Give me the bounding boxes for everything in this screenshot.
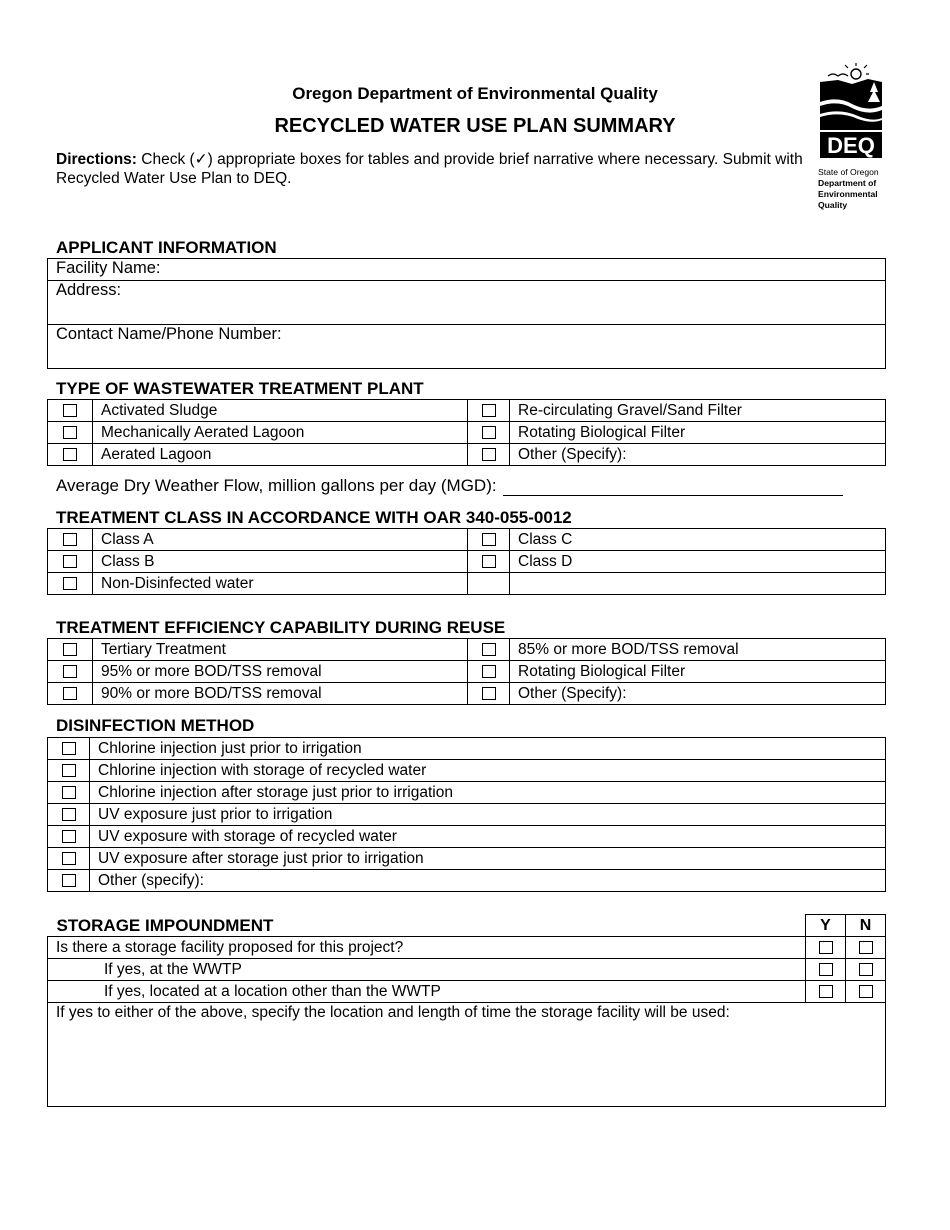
checkbox[interactable] (63, 577, 77, 590)
table-row (48, 870, 886, 892)
directions-label: Directions: (56, 151, 137, 168)
checkbox[interactable] (63, 533, 77, 546)
option-label: Tertiary Treatment (93, 639, 468, 661)
option-label: Mechanically Aerated Lagoon (93, 422, 468, 444)
flow-input[interactable] (503, 477, 843, 496)
option-label: Chlorine injection with storage of recycled water (90, 760, 886, 782)
checkbox[interactable] (482, 448, 496, 461)
option-label: Rotating Biological Filter (510, 422, 886, 444)
plant-heading: TYPE OF WASTEWATER TREATMENT PLANT (56, 379, 424, 398)
table-row (48, 738, 886, 760)
logo-line3: Quality (818, 200, 848, 210)
logo-state: State of Oregon (818, 167, 879, 177)
logo-line1: Department of (818, 178, 877, 188)
plant-table (47, 399, 886, 466)
table-row (48, 661, 886, 683)
treatment-class-table (47, 528, 886, 595)
table-row (48, 804, 886, 826)
option-label: UV exposure with storage of recycled water (90, 826, 886, 848)
table-row (48, 639, 886, 661)
option-label: Class B (93, 551, 468, 573)
directions (56, 150, 816, 188)
option-label: Activated Sludge (93, 400, 468, 422)
table-row (48, 551, 886, 573)
table-row (48, 959, 886, 981)
empty-cell (468, 573, 510, 595)
checkbox[interactable] (482, 404, 496, 417)
facility-name-field[interactable]: Facility Name: (48, 259, 886, 281)
checkbox[interactable] (63, 404, 77, 417)
storage-question: If yes, located at a location other than the WWTP (48, 981, 806, 1003)
table-row (48, 937, 886, 959)
yes-checkbox[interactable] (819, 941, 833, 954)
disinfection-table (47, 737, 886, 892)
checkbox[interactable] (62, 830, 76, 843)
table-row (48, 782, 886, 804)
table-row (48, 422, 886, 444)
disinfection-heading: DISINFECTION METHOD (56, 716, 255, 735)
logo-words (818, 167, 890, 211)
checkbox[interactable] (62, 742, 76, 755)
treatment-class-heading: TREATMENT CLASS IN ACCORDANCE WITH OAR 340-055-0012 (56, 508, 572, 527)
no-checkbox[interactable] (859, 985, 873, 998)
address-field[interactable]: Address: (48, 281, 886, 325)
storage-question: Is there a storage facility proposed for this project? (48, 937, 806, 959)
deq-landscape-icon (818, 62, 884, 160)
applicant-table (47, 258, 886, 369)
table-row (48, 848, 886, 870)
storage-table (47, 914, 886, 1107)
table-row (48, 444, 886, 466)
option-label: Rotating Biological Filter (510, 661, 886, 683)
checkbox[interactable] (482, 555, 496, 568)
checkbox[interactable] (63, 665, 77, 678)
checkbox[interactable] (63, 426, 77, 439)
option-label: Non-Disinfected water (93, 573, 468, 595)
checkbox[interactable] (482, 533, 496, 546)
table-row (48, 981, 886, 1003)
logo-line2: Environmental (818, 189, 878, 199)
checkbox[interactable] (62, 786, 76, 799)
no-column-header: N (846, 915, 886, 937)
option-label: Class D (510, 551, 886, 573)
flow-label: Average Dry Weather Flow, million gallons per day (MGD): (56, 476, 497, 495)
option-label: Other (Specify): (510, 683, 886, 705)
deq-acronym: DEQ (827, 133, 875, 158)
flow-row (56, 476, 843, 496)
checkbox[interactable] (62, 808, 76, 821)
checkbox[interactable] (63, 643, 77, 656)
contact-field[interactable]: Contact Name/Phone Number: (48, 325, 886, 369)
deq-logo (818, 62, 890, 211)
empty-cell (510, 573, 886, 595)
checkbox[interactable] (482, 665, 496, 678)
option-label: Class C (510, 529, 886, 551)
table-row (48, 400, 886, 422)
option-label: 85% or more BOD/TSS removal (510, 639, 886, 661)
checkbox[interactable] (482, 687, 496, 700)
checkbox[interactable] (62, 764, 76, 777)
option-label: Chlorine injection just prior to irrigation (90, 738, 886, 760)
checkbox[interactable] (482, 426, 496, 439)
option-label: Re-circulating Gravel/Sand Filter (510, 400, 886, 422)
table-row (48, 683, 886, 705)
applicant-heading: APPLICANT INFORMATION (56, 238, 277, 257)
checkbox[interactable] (62, 874, 76, 887)
agency-name: Oregon Department of Environmental Quality (292, 84, 658, 103)
option-label: UV exposure just prior to irrigation (90, 804, 886, 826)
form-title: RECYCLED WATER USE PLAN SUMMARY (274, 115, 676, 137)
storage-narrative-field[interactable]: If yes to either of the above, specify the location and length of time the storage facility will be used: (48, 1003, 886, 1107)
storage-heading: STORAGE IMPOUNDMENT (48, 915, 806, 937)
yes-checkbox[interactable] (819, 985, 833, 998)
checkbox[interactable] (63, 687, 77, 700)
efficiency-table (47, 638, 886, 705)
option-label: 90% or more BOD/TSS removal (93, 683, 468, 705)
option-label: Chlorine injection after storage just prior to irrigation (90, 782, 886, 804)
table-row (48, 1003, 886, 1107)
yes-checkbox[interactable] (819, 963, 833, 976)
option-label: Aerated Lagoon (93, 444, 468, 466)
table-row (48, 826, 886, 848)
yes-column-header: Y (806, 915, 846, 937)
directions-text: Check (✓) appropriate boxes for tables and provide brief narrative where necessary. Submit with Recycled Water Use Plan to DEQ. (56, 151, 803, 187)
checkbox[interactable] (63, 448, 77, 461)
option-label: 95% or more BOD/TSS removal (93, 661, 468, 683)
option-label: UV exposure after storage just prior to irrigation (90, 848, 886, 870)
table-row (48, 760, 886, 782)
option-label: Other (specify): (90, 870, 886, 892)
no-checkbox[interactable] (859, 941, 873, 954)
checkbox[interactable] (62, 852, 76, 865)
table-row (48, 573, 886, 595)
table-row (48, 529, 886, 551)
checkbox[interactable] (482, 643, 496, 656)
option-label: Other (Specify): (510, 444, 886, 466)
storage-question: If yes, at the WWTP (48, 959, 806, 981)
efficiency-heading: TREATMENT EFFICIENCY CAPABILITY DURING REUSE (56, 618, 506, 637)
option-label: Class A (93, 529, 468, 551)
table-row (48, 915, 886, 937)
no-checkbox[interactable] (859, 963, 873, 976)
checkbox[interactable] (63, 555, 77, 568)
